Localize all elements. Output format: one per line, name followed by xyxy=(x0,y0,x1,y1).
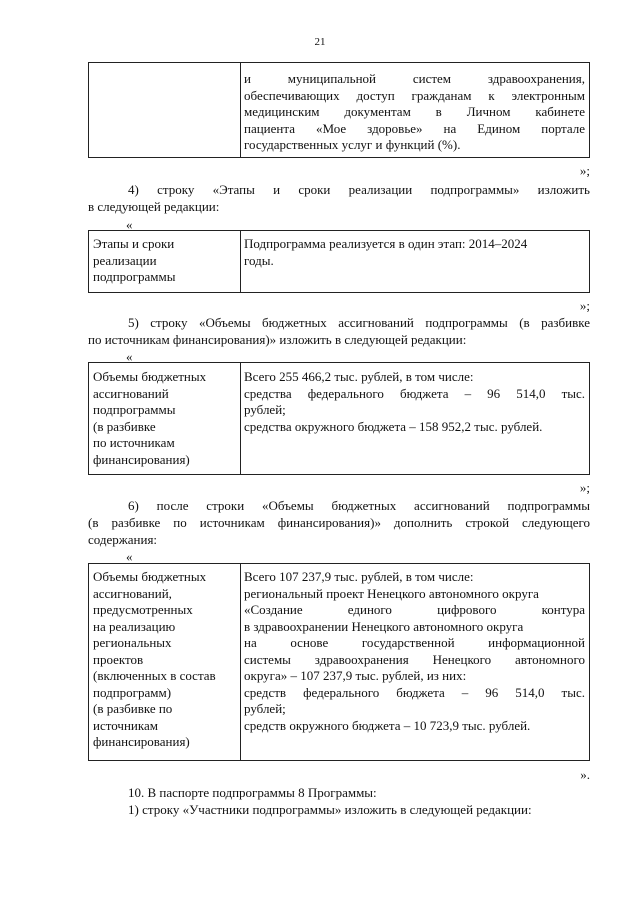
table1-line: медицинским документам в Личном кабинете xyxy=(244,104,585,119)
table4-left-line: региональных xyxy=(93,635,172,650)
table4-left-line: источникам xyxy=(93,717,158,733)
table4-left-line: (в разбивке по xyxy=(93,701,173,716)
table2-left-line: реализации xyxy=(93,252,157,268)
table4-left-line: подпрограмм) xyxy=(93,684,172,700)
table4-left-line: предусмотренных xyxy=(93,602,193,617)
table4-right-line: региональный проект Ненецкого автономного округа xyxy=(244,585,539,601)
open-quote: « xyxy=(126,349,133,364)
close-quote: »; xyxy=(579,480,590,495)
close-quote: »; xyxy=(579,163,590,178)
para10: 10. В паспорте подпрограммы 8 Программы: xyxy=(128,785,377,800)
table3-left-line: Объемы бюджетных xyxy=(93,369,207,384)
table4-right-line: средств федерального бюджета – 96 514,0 тыс. xyxy=(244,684,585,700)
table1-line: пациента «Мое здоровье» на Едином портале xyxy=(244,120,585,136)
table3-left-line: финансирования) xyxy=(93,451,190,467)
table4-right-line: Всего 107 237,9 тыс. рублей, в том числе: xyxy=(244,569,474,584)
table4-right-line: в здравоохранении Ненецкого автономного округа xyxy=(244,618,524,634)
table4-left-cell xyxy=(93,569,216,751)
table2-right-cell xyxy=(244,236,527,269)
table4-right-line: системы здравоохранения Ненецкого автономного xyxy=(244,651,585,667)
table3-right-line: средства федерального бюджета – 96 514,0 тыс. xyxy=(244,385,585,401)
table4-left-line: ассигнований, xyxy=(93,585,172,601)
table3-left-line: ассигнований xyxy=(93,385,169,401)
table3-left-line: по источникам xyxy=(93,435,175,450)
table4-right-cell xyxy=(244,569,585,734)
open-quote: « xyxy=(126,217,133,232)
para6-line2: (в разбивке по источникам финансирования)» дополнить строкой следующего xyxy=(88,515,590,530)
table4-right-line: на основе государственной информационной xyxy=(244,635,585,650)
table4-right-line: округа» – 107 237,9 тыс. рублей, из них: xyxy=(244,668,467,683)
page-number: 21 xyxy=(314,36,326,48)
table2-left-line: подпрограммы xyxy=(93,269,176,284)
table2-right-line: годы. xyxy=(244,252,274,268)
para5-line2: по источникам финансирования)» изложить в следующей редакции: xyxy=(88,332,467,347)
table1-line: государственных услуг и функций (%). xyxy=(244,137,461,152)
table3-right-line: рублей; xyxy=(244,402,286,417)
table4-left-line: (включенных в состав xyxy=(93,668,216,683)
para4-line1: 4) строку «Этапы и сроки реализации подпрограммы» изложить xyxy=(128,182,590,197)
close-quote: »; xyxy=(579,298,590,313)
para6-line1: 6) после строки «Объемы бюджетных ассигнований подпрограммы xyxy=(128,498,590,513)
table4-left-line: проектов xyxy=(93,651,144,667)
table4-left-line: финансирования) xyxy=(93,734,190,749)
table1-right-cell xyxy=(244,71,585,154)
table2-left-cell xyxy=(93,236,175,286)
para6-line3: содержания: xyxy=(88,532,158,547)
table4-right-line: рублей; xyxy=(244,701,286,716)
table4-left-line: на реализацию xyxy=(93,618,176,634)
close-quote: ». xyxy=(580,767,590,782)
para10-item1: 1) строку «Участники подпрограммы» изложить в следующей редакции: xyxy=(128,802,532,817)
open-quote: « xyxy=(126,549,133,564)
table4-left-line: Объемы бюджетных xyxy=(93,569,207,584)
table3-right-cell xyxy=(244,369,585,435)
table3-left-cell xyxy=(93,369,206,468)
table3-right-line: Всего 255 466,2 тыс. рублей, в том числе: xyxy=(244,369,474,384)
para4-line2: в следующей редакции: xyxy=(88,199,220,214)
table2-right-line: Подпрограмма реализуется в один этап: 2014–2024 xyxy=(244,236,528,251)
table4-right-line: средств окружного бюджета – 10 723,9 тыс. рублей. xyxy=(244,717,531,733)
table3-right-line: средства окружного бюджета – 158 952,2 тыс. рублей. xyxy=(244,418,543,434)
table3-left-line: (в разбивке xyxy=(93,418,156,434)
table2-left-line: Этапы и сроки xyxy=(93,236,175,251)
table3-left-line: подпрограммы xyxy=(93,402,176,417)
table4-right-line: «Создание единого цифрового контура xyxy=(244,602,585,617)
para5-line1: 5) строку «Объемы бюджетных ассигнований подпрограммы (в разбивке xyxy=(128,315,590,330)
table1-line: и муниципальной систем здравоохранения, xyxy=(244,71,585,86)
table1-line: обеспечивающих доступ гражданам к электронным xyxy=(244,87,585,103)
